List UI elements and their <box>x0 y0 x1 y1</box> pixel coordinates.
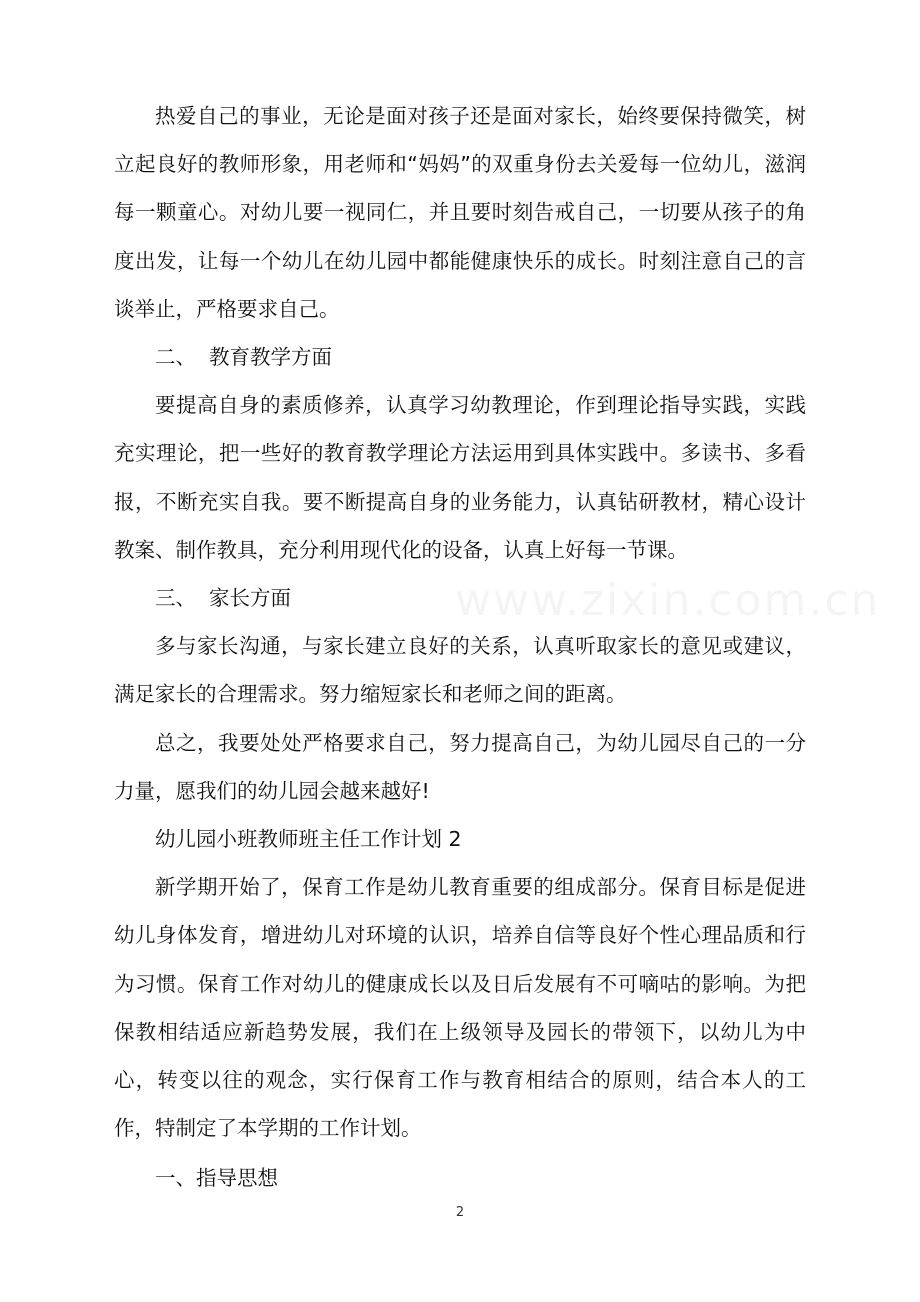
section-heading-parents: 三、 家长方面 <box>155 586 292 611</box>
section-heading-guiding-ideas: 一、指导思想 <box>155 1166 278 1191</box>
paragraph-new-semester: 新学期开始了，保育工作是幼儿教育重要的组成部分。保育目标是促进幼儿身体发育，增进幼儿对环境的认识，培养自信等良好个性心理品质和行为习惯。保育工作对幼儿的健康成长以及日后发展有不可嘀咕的影响。为把保教相结适应新趋势发展，我们在上级领导及园长的带领下，以幼儿为中心，转变以往的观念，实行保育工作与教育相结合的原则，结合本人的工作，特制定了本学期的工作计划。 <box>114 875 806 1141</box>
page-number: 2 <box>455 1205 465 1220</box>
paragraph-love-career: 热爱自己的事业，无论是面对孩子还是面对家长，始终要保持微笑，树立起良好的教师形象，用老师和“妈妈”的双重身份去关爱每一位幼儿，滋润每一颗童心。对幼儿要一视同仁，并且要时刻告戒自己，一切要从孩子的角度出发，让每一个幼儿在幼儿园中都能健康快乐的成长。时刻注意自己的言谈举止，严格要求自己。 <box>114 104 806 321</box>
document-subtitle: 幼儿园小班教师班主任工作计划 2 <box>155 827 462 852</box>
section-heading-teaching: 二、 教育教学方面 <box>155 345 333 370</box>
paragraph-parents: 多与家长沟通，与家长建立良好的关系，认真听取家长的意见或建议，满足家长的合理需求。努力缩短家长和老师之间的距离。 <box>114 634 806 707</box>
paragraph-summary: 总之，我要处处严格要求自己，努力提高自己，为幼儿园尽自己的一分力量，愿我们的幼儿园会越来越好! <box>114 730 806 803</box>
document-body <box>114 92 806 1203</box>
paragraph-teaching: 要提高自身的素质修养，认真学习幼教理论，作到理论指导实践，实践充实理论，把一些好的教育教学理论方法运用到具体实践中。多读书、多看报，不断充实自我。要不断提高自身的业务能力，认真钻研教材，精心设计教案、制作教具，充分利用现代化的设备，认真上好每一节课。 <box>114 393 806 562</box>
